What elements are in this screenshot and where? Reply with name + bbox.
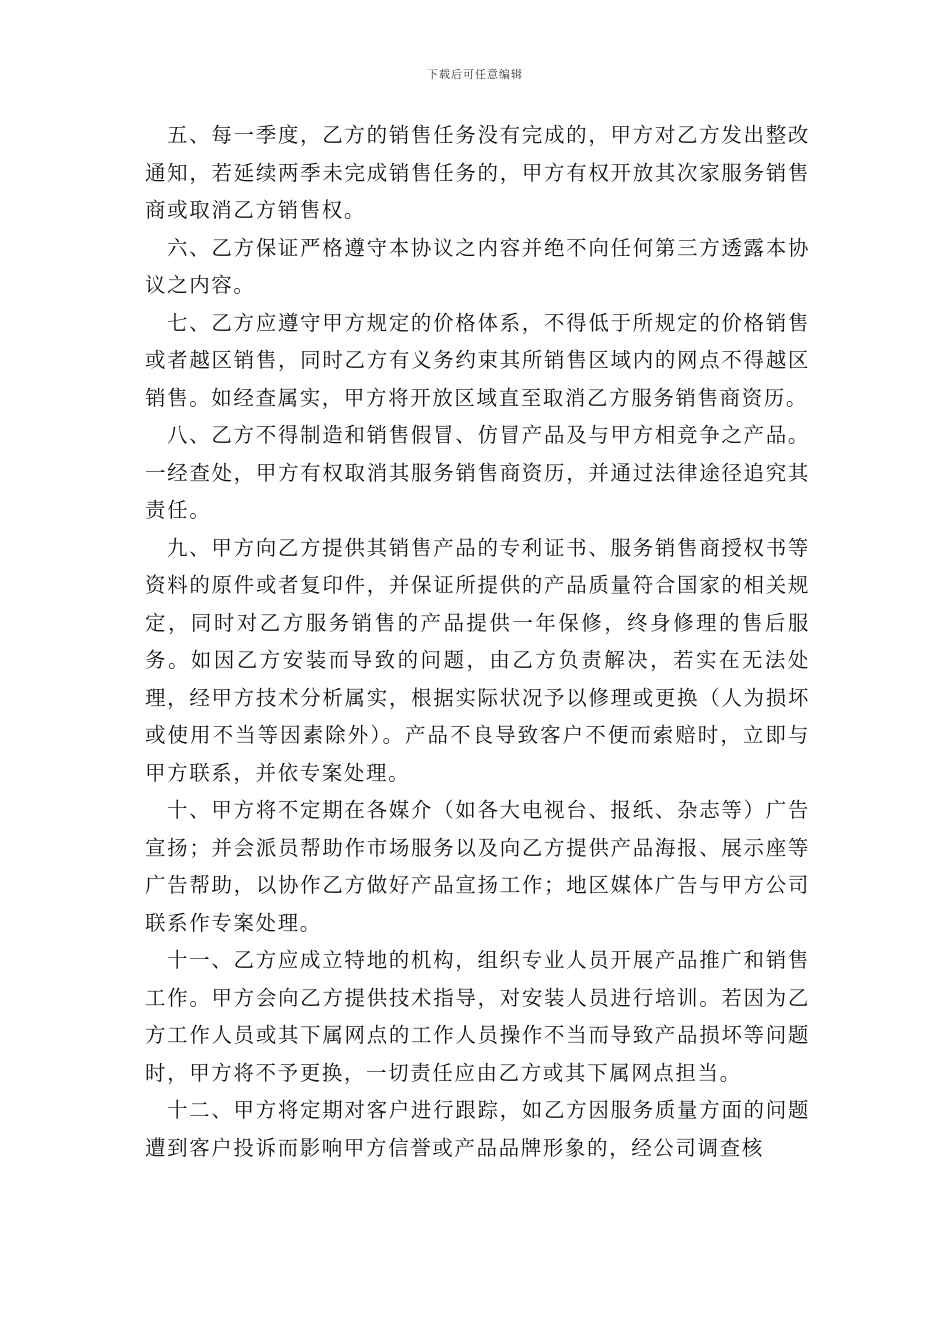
clause-7: 七、乙方应遵守甲方规定的价格体系，不得低于所规定的价格销售或者越区销售，同时乙方有义务约束其所销售区域内的网点不得越区销售。如经查属实，甲方将开放区域直至取消乙方服务销售商资历。 bbox=[145, 310, 810, 410]
clause-9: 九、甲方向乙方提供其销售产品的专利证书、服务销售商授权书等资料的原件或者复印件，并保证所提供的产品质量符合国家的相关规定，同时对乙方服务销售的产品提供一年保修，终身修理的售后服务。如因乙方安装而导致的问题，由乙方负责解决，若实在无法处理，经甲方技术分析属实，根据实际状况予以修理或更换（人为损坏或使用不当等因素除外）。产品不良导致客户不便而索赔时，立即与甲方联系，并依专案处理。 bbox=[145, 535, 810, 785]
clause-11: 十一、乙方应成立特地的机构，组织专业人员开展产品推广和销售工作。甲方会向乙方提供技术指导，对安装人员进行培训。若因为乙方工作人员或其下属网点的工作人员操作不当而导致产品损坏等问题时，甲方将不予更换，一切责任应由乙方或其下属网点担当。 bbox=[145, 948, 810, 1085]
document-body bbox=[145, 117, 810, 1167]
clause-6: 六、乙方保证严格遵守本协议之内容并绝不向任何第三方透露本协议之内容。 bbox=[145, 235, 810, 297]
clause-10: 十、甲方将不定期在各媒介（如各大电视台、报纸、杂志等）广告宣扬；并会派员帮助作市场服务以及向乙方提供产品海报、展示座等广告帮助，以协作乙方做好产品宣扬工作；地区媒体广告与甲方公司联系作专案处理。 bbox=[145, 798, 810, 935]
clause-5: 五、每一季度，乙方的销售任务没有完成的，甲方对乙方发出整改通知，若延续两季未完成销售任务的，甲方有权开放其次家服务销售商或取消乙方销售权。 bbox=[145, 123, 810, 222]
clause-12: 十二、甲方将定期对客户进行跟踪，如乙方因服务质量方面的问题遭到客户投诉而影响甲方信誉或产品品牌形象的，经公司调查核 bbox=[145, 1098, 810, 1160]
header-note: 下载后可任意编辑 bbox=[427, 68, 523, 81]
clause-8: 八、乙方不得制造和销售假冒、仿冒产品及与甲方相竞争之产品。一经查处，甲方有权取消其服务销售商资历，并通过法律途径追究其责任。 bbox=[145, 423, 810, 522]
